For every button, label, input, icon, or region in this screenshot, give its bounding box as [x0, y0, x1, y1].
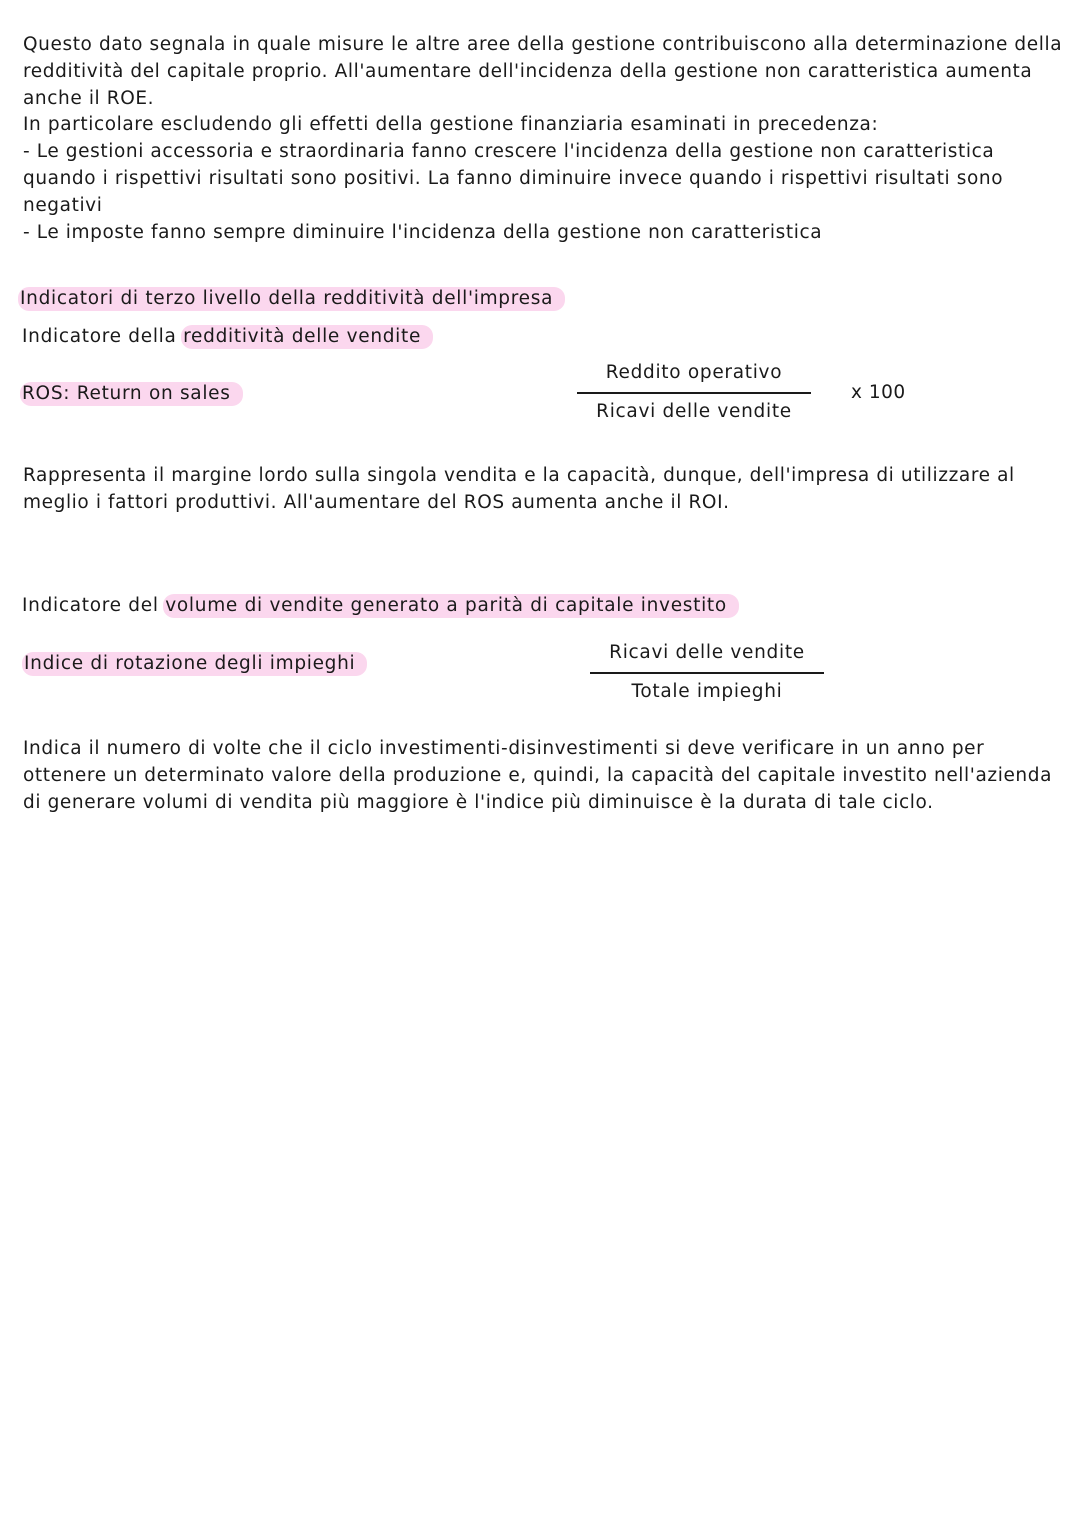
ros-indicator-prefix: Indicatore della	[22, 326, 177, 347]
section-title	[20, 287, 565, 311]
rotation-denominator: Totale impieghi	[631, 681, 783, 702]
rotation-indicator-line	[22, 594, 739, 618]
rotation-description: Indica il numero di volte che il ciclo investimenti-disinvestimenti si deve verificare in un anno per ottenere un determinato valore della produzione e, quindi, la capacità del capitale investito nell'azienda di generare volumi di vendita più maggiore è l'indice più diminuisce è la durata di tale ciclo.	[23, 738, 1053, 813]
rotation-indicator-prefix: Indicatore del	[22, 595, 159, 616]
rotation-label	[24, 652, 367, 676]
ros-indicator-highlight: redditività delle vendite	[181, 325, 433, 349]
ros-indicator-line	[22, 325, 433, 349]
rotation-fraction-bar	[590, 672, 824, 674]
ros-description: Rappresenta il margine lordo sulla singola vendita e la capacità, dunque, dell'impresa di utilizzare al meglio i fattori produttivi. All'aumentare del ROS aumenta anche il ROI.	[23, 465, 1015, 513]
rotation-label-highlight: Indice di rotazione degli impieghi	[22, 652, 367, 676]
ros-description-block	[23, 463, 1063, 517]
section-title-highlight: Indicatori di terzo livello della redditività dell'impresa	[18, 287, 565, 311]
ros-formula	[577, 361, 811, 424]
ros-multiplier: x 100	[851, 382, 906, 403]
intro-bullet-accessory: - Le gestioni accessoria e straordinaria fanno crescere l'incidenza della gestione non caratteristica quando i rispettivi risultati sono positivi. La fanno diminuire invece quando i rispettivi risultati sono negativi	[23, 141, 1004, 216]
rotation-description-block	[23, 736, 1063, 816]
intro-block	[23, 32, 1063, 246]
ros-label-highlight: ROS: Return on sales	[20, 382, 243, 406]
rotation-numerator: Ricavi delle vendite	[609, 642, 805, 663]
ros-fraction-bar	[577, 392, 811, 394]
intro-paragraph-roe: Questo dato segnala in quale misure le altre aree della gestione contribuiscono alla determinazione della redditività del capitale proprio. All'aumentare dell'incidenza della gestione non caratteristica aumenta anche il ROE.	[23, 34, 1063, 109]
intro-bullet-taxes: - Le imposte fanno sempre diminuire l'incidenza della gestione non caratteristica	[23, 221, 823, 243]
rotation-indicator-highlight: volume di vendite generato a parità di capitale investito	[163, 594, 739, 618]
ros-denominator: Ricavi delle vendite	[596, 401, 792, 422]
intro-paragraph-premise: In particolare escludendo gli effetti della gestione finanziaria esaminati in precedenza:	[23, 114, 879, 136]
ros-numerator: Reddito operativo	[605, 362, 783, 383]
rotation-formula	[590, 641, 824, 704]
ros-label	[22, 382, 243, 406]
